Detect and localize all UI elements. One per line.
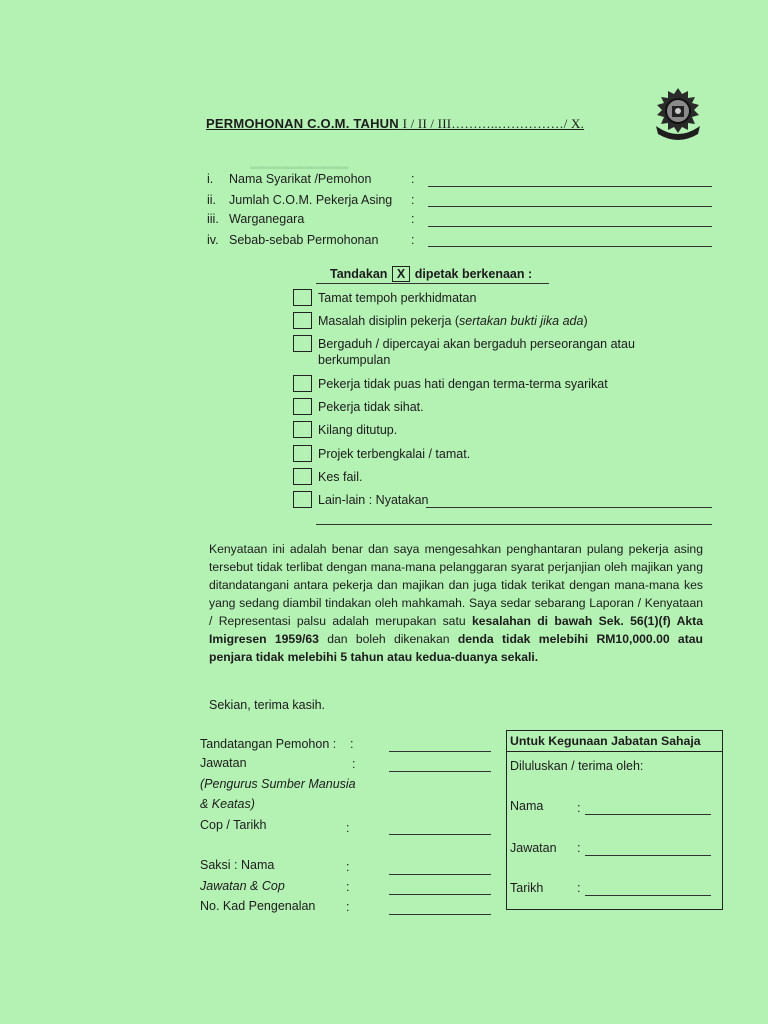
office-colon: : xyxy=(577,801,581,815)
witness-name-line[interactable] xyxy=(389,874,491,875)
others-specify-line[interactable] xyxy=(426,507,712,508)
field-colon: : xyxy=(411,172,415,186)
field-colon: : xyxy=(411,193,415,207)
checkbox-discipline[interactable] xyxy=(293,312,312,329)
instruction-mark-box: X xyxy=(392,266,410,282)
witness-position-label: Jawatan & Cop xyxy=(200,879,285,893)
office-position-label: Jawatan xyxy=(510,841,557,855)
field-label: Nama Syarikat /Pemohon xyxy=(229,172,372,186)
office-name-line[interactable] xyxy=(585,814,711,815)
field-nationality xyxy=(207,212,304,227)
reason-dissatisfied: Pekerja tidak puas hati dengan terma-terma syarikat xyxy=(318,377,608,391)
instruction-pre: Tandakan xyxy=(330,267,388,281)
field-label: Warganegara xyxy=(229,212,305,226)
checkbox-others[interactable] xyxy=(293,491,312,508)
reason-factory-closed: Kilang ditutup. xyxy=(318,423,398,437)
office-date-label: Tarikh xyxy=(510,881,544,895)
declaration-offence: kesalahan di bawah Sek. 56(1)(f) Akta Imigresen 1959/63 xyxy=(209,614,703,646)
reason-fighting-line2: berkumpulan xyxy=(318,353,391,367)
applicant-signature-line[interactable] xyxy=(389,751,491,752)
witness-position-line[interactable] xyxy=(389,894,491,895)
others-specify-line-2[interactable] xyxy=(316,524,712,525)
signature-colon: : xyxy=(352,757,356,771)
reason-discipline xyxy=(318,314,588,329)
signature-colon: : xyxy=(350,737,354,751)
reason-project-ended: Projek terbengkalai / tamat. xyxy=(318,447,471,461)
reason-case-failed: Kes fail. xyxy=(318,470,363,484)
office-use-box xyxy=(506,730,723,910)
bleed-through-text: ▁▁▁▁▁▁▁▁ xyxy=(250,152,349,169)
applicant-signature-label: Tandatangan Pemohon : xyxy=(200,737,337,751)
declaration-statement xyxy=(209,540,703,666)
field-number: iii. xyxy=(207,212,219,226)
office-name-label: Nama xyxy=(510,799,544,813)
reason-contract-ended: Tamat tempoh perkhidmatan xyxy=(318,291,477,305)
office-approved-label: Diluluskan / terima oleh: xyxy=(510,759,644,773)
checkbox-case-failed[interactable] xyxy=(293,468,312,485)
form-title-suffix: I / II / III………..……………/ X. xyxy=(402,116,585,131)
signature-colon: : xyxy=(346,821,350,835)
signature-colon: : xyxy=(346,880,350,894)
field-worker-count xyxy=(207,193,392,208)
checkbox-fighting[interactable] xyxy=(293,335,312,352)
position-note-1: (Pengurus Sumber Manusia xyxy=(200,777,356,791)
field-label: Sebab-sebab Permohonan xyxy=(229,233,379,247)
declaration-text-2: dan boleh dikenakan xyxy=(318,632,458,646)
nationality-line[interactable] xyxy=(428,226,712,227)
declaration-penalty: denda tidak melebihi RM10,000.00 atau penjara tidak melebihi 5 tahun atau kedua-duanya sekali. xyxy=(209,632,703,664)
form-title-prefix: PERMOHONAN C.O.M. TAHUN xyxy=(206,116,399,131)
instruction xyxy=(330,266,532,282)
office-use-heading: Untuk Kegunaan Jabatan Sahaja xyxy=(507,731,722,752)
signature-colon: : xyxy=(346,860,350,874)
checkbox-factory-closed[interactable] xyxy=(293,421,312,438)
declaration-text: Kenyataan ini adalah benar dan saya mengesahkan penghantaran pulang pekerja asing tersebut tidak terlibat dengan mana-mana pelanggaran syarat perjanjian oleh majikan yang ditandatangani antara pekerja dan majikan dan juga tidak terikat dengan mana-mana kes yang sedang diambil tindakan oleh mahkamah. Saya sedar sebarang Laporan / Kenyataan / Representasi palsu adalah merupakan satu xyxy=(209,542,703,628)
police-crest-icon xyxy=(652,86,704,147)
cop-date-label: Cop / Tarikh xyxy=(200,818,267,832)
instruction-post: dipetak berkenaan : xyxy=(414,267,533,281)
position-note-2: & Keatas) xyxy=(200,797,255,811)
worker-count-line[interactable] xyxy=(428,206,712,207)
reason-others: Lain-lain : Nyatakan xyxy=(318,493,429,507)
office-date-line[interactable] xyxy=(585,895,711,896)
office-position-line[interactable] xyxy=(585,855,711,856)
field-reasons xyxy=(207,233,378,248)
form-title xyxy=(206,116,584,132)
position-label: Jawatan xyxy=(200,756,247,770)
witness-ic-line[interactable] xyxy=(389,914,491,915)
field-number: ii. xyxy=(207,193,217,207)
checkbox-dissatisfied[interactable] xyxy=(293,375,312,392)
field-number: i. xyxy=(207,172,214,186)
office-colon: : xyxy=(577,881,581,895)
witness-ic-label: No. Kad Pengenalan xyxy=(200,899,316,913)
witness-name-label: Saksi : Nama xyxy=(200,858,275,872)
signature-colon: : xyxy=(346,900,350,914)
reason-discipline-note: sertakan bukti jika ada xyxy=(459,314,584,328)
field-colon: : xyxy=(411,233,415,247)
reason-unhealthy: Pekerja tidak sihat. xyxy=(318,400,424,414)
checkbox-unhealthy[interactable] xyxy=(293,398,312,415)
reasons-line[interactable] xyxy=(428,246,712,247)
checkbox-contract-ended[interactable] xyxy=(293,289,312,306)
position-line[interactable] xyxy=(389,771,491,772)
field-company xyxy=(207,172,371,187)
closing-text: Sekian, terima kasih. xyxy=(209,698,326,712)
field-colon: : xyxy=(411,212,415,226)
cop-date-line[interactable] xyxy=(389,834,491,835)
checkbox-project-ended[interactable] xyxy=(293,445,312,462)
reason-discipline-text: Masalah disiplin pekerja ( xyxy=(318,314,460,328)
instruction-underline xyxy=(316,283,549,284)
field-number: iv. xyxy=(207,233,219,247)
company-name-line[interactable] xyxy=(428,186,712,187)
reason-fighting: Bergaduh / dipercayai akan bergaduh perseorangan atau xyxy=(318,337,635,351)
reason-discipline-close: ) xyxy=(583,314,588,328)
field-label: Jumlah C.O.M. Pekerja Asing xyxy=(229,193,393,207)
office-colon: : xyxy=(577,841,581,855)
